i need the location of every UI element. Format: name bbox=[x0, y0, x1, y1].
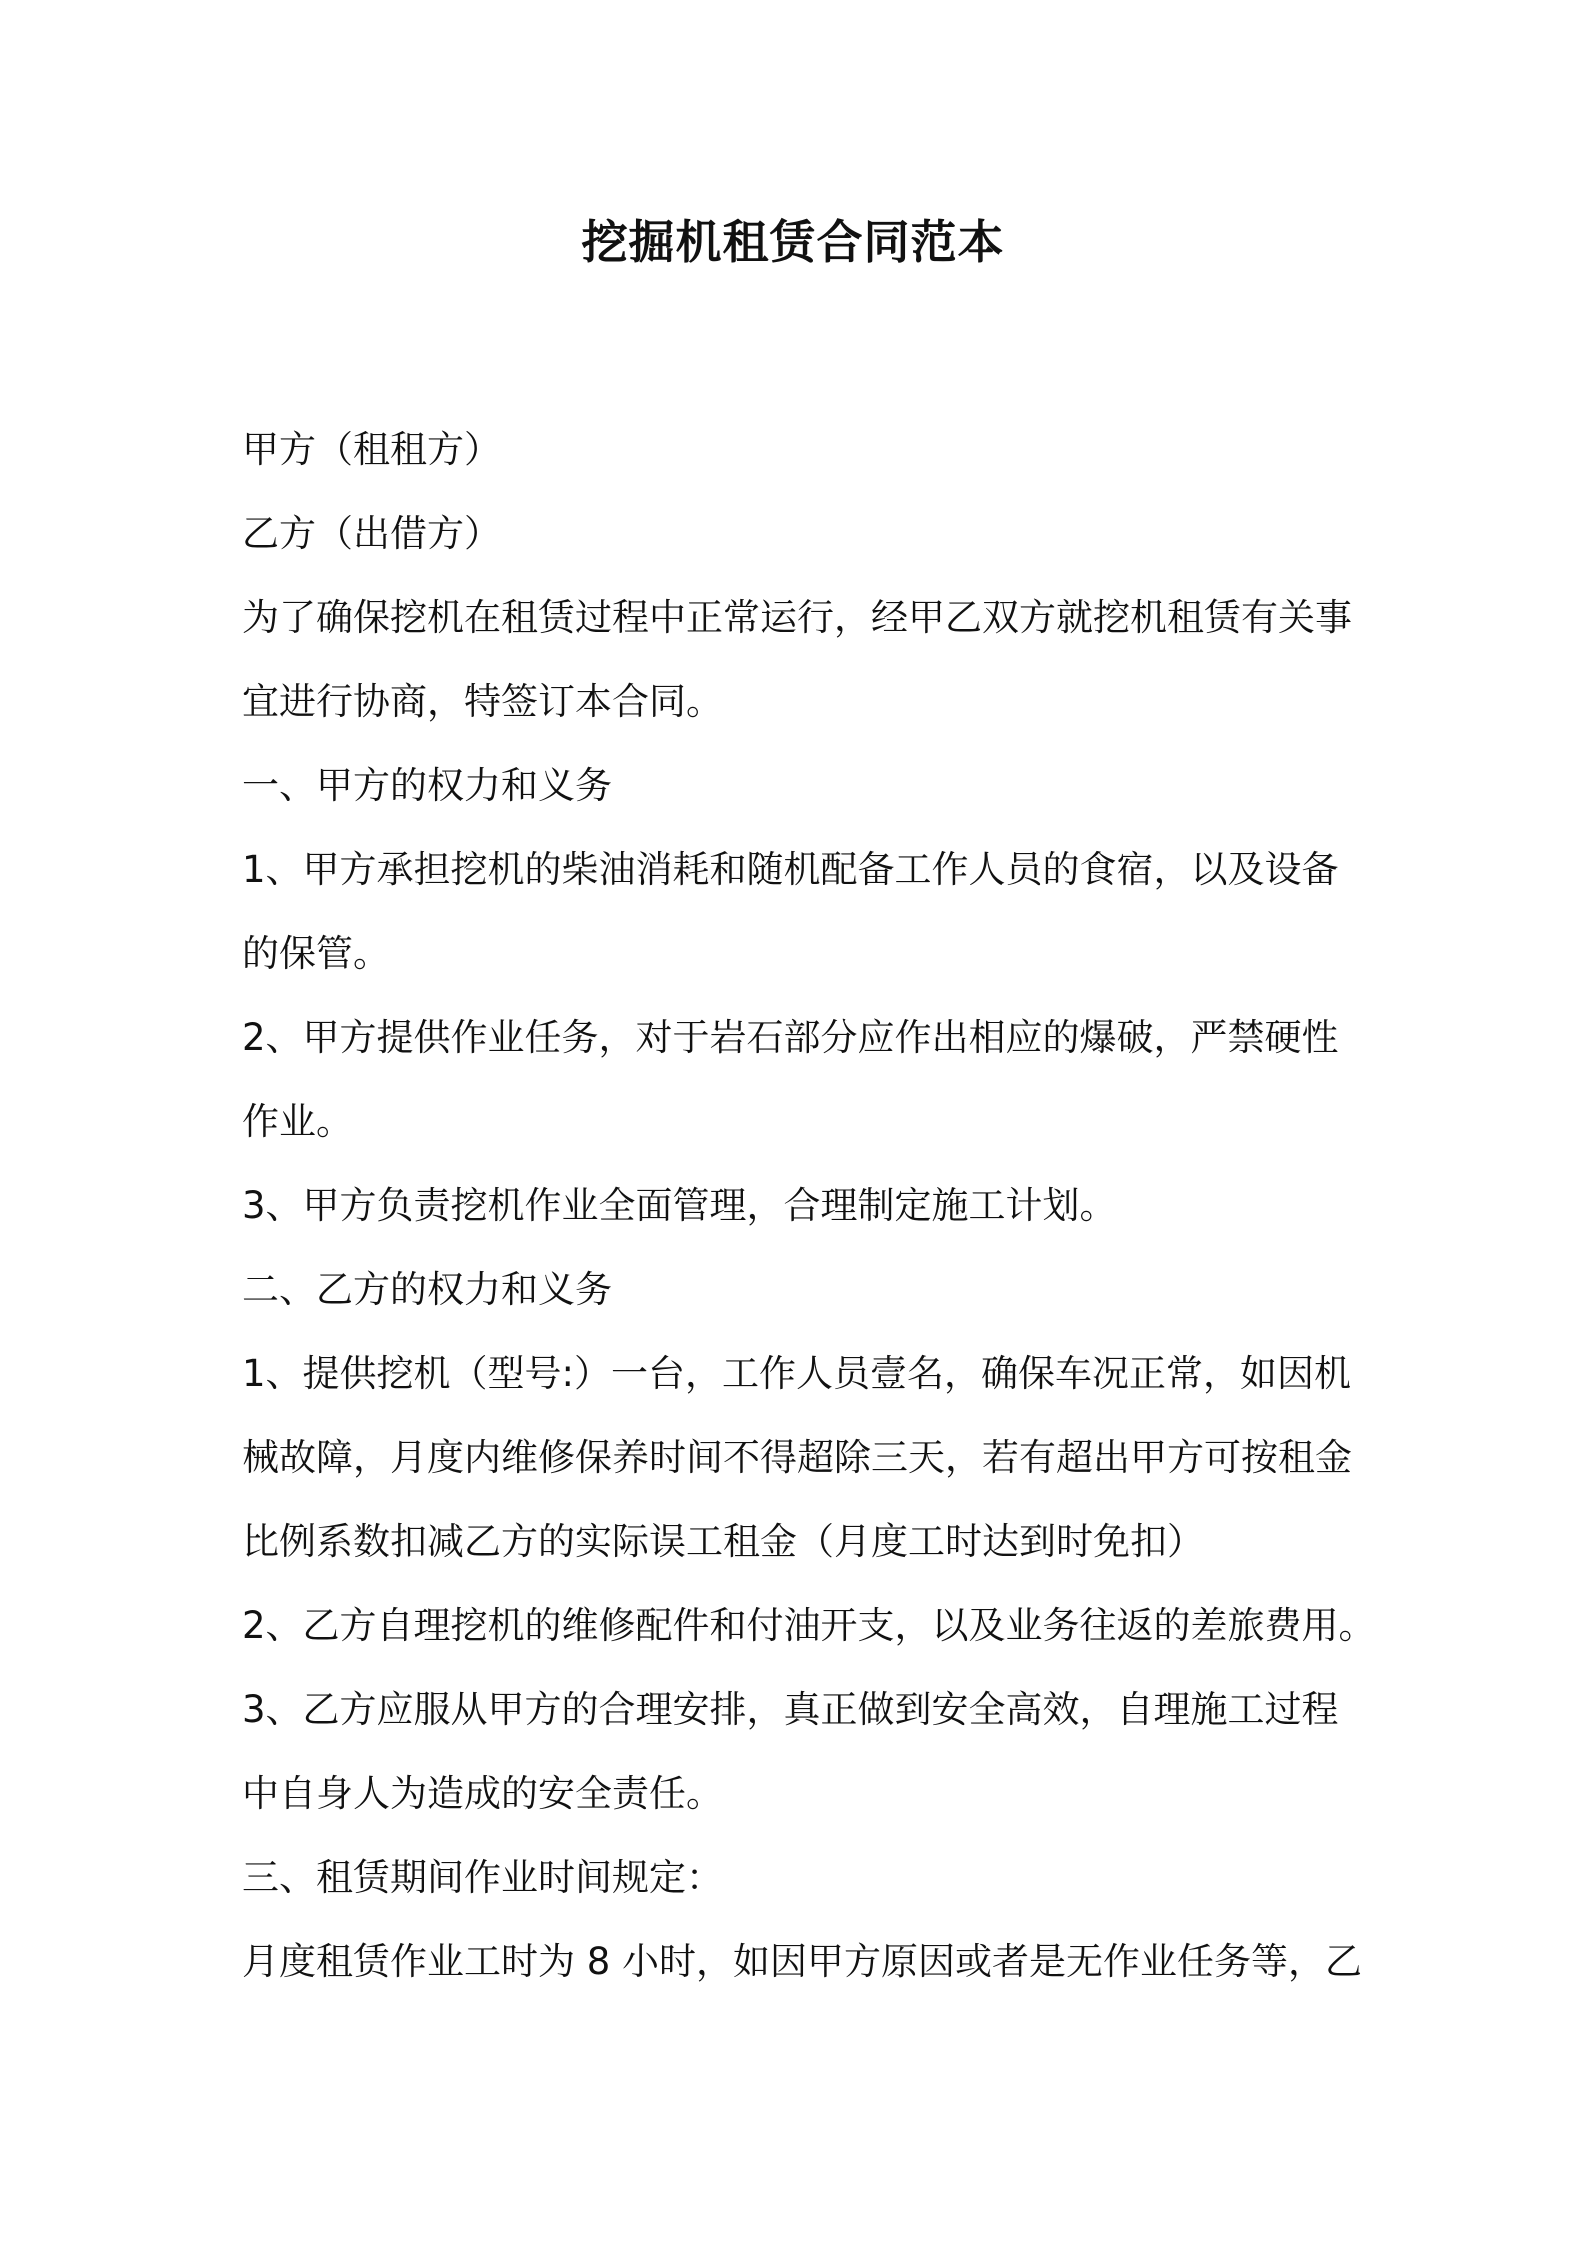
section-heading: 二、乙方的权力和义务 bbox=[242, 1268, 612, 1311]
clause-line: 的保管。 bbox=[242, 932, 390, 975]
document-title: 挖掘机租赁合同范本 bbox=[581, 215, 1005, 269]
clause-line: 中自身人为造成的安全责任。 bbox=[242, 1772, 723, 1815]
clause-line: 作业。 bbox=[242, 1100, 353, 1143]
party-b-line: 乙方（出借方） bbox=[242, 512, 501, 555]
clause-line: 3、乙方应服从甲方的合理安排，真正做到安全高效，自理施工过程 bbox=[242, 1688, 1339, 1731]
clause-line: 2、甲方提供作业任务，对于岩石部分应作出相应的爆破，严禁硬性 bbox=[242, 1016, 1339, 1059]
section-heading: 三、租赁期间作业时间规定： bbox=[242, 1856, 723, 1899]
document-body bbox=[242, 408, 1376, 2004]
clause-line: 3、甲方负责挖机作业全面管理，合理制定施工计划。 bbox=[242, 1184, 1117, 1227]
clause-line: 月度租赁作业工时为 8 小时，如因甲方原因或者是无作业任务等，乙 bbox=[242, 1940, 1363, 1983]
clause-line: 械故障，月度内维修保养时间不得超除三天，若有超出甲方可按租金 bbox=[242, 1436, 1352, 1479]
preamble-line: 为了确保挖机在租赁过程中正常运行，经甲乙双方就挖机租赁有关事 bbox=[242, 596, 1352, 639]
section-heading: 一、甲方的权力和义务 bbox=[242, 764, 612, 807]
preamble-line: 宜进行协商，特签订本合同。 bbox=[242, 680, 723, 723]
clause-line: 1、提供挖机（型号:）一台，工作人员壹名，确保车况正常，如因机 bbox=[242, 1352, 1352, 1395]
party-a-line: 甲方（租租方） bbox=[242, 428, 501, 471]
clause-line: 1、甲方承担挖机的柴油消耗和随机配备工作人员的食宿，以及设备 bbox=[242, 848, 1339, 891]
clause-line: 2、乙方自理挖机的维修配件和付油开支，以及业务往返的差旅费用。 bbox=[242, 1604, 1376, 1647]
clause-line: 比例系数扣减乙方的实际误工租金（月度工时达到时免扣） bbox=[242, 1520, 1204, 1563]
